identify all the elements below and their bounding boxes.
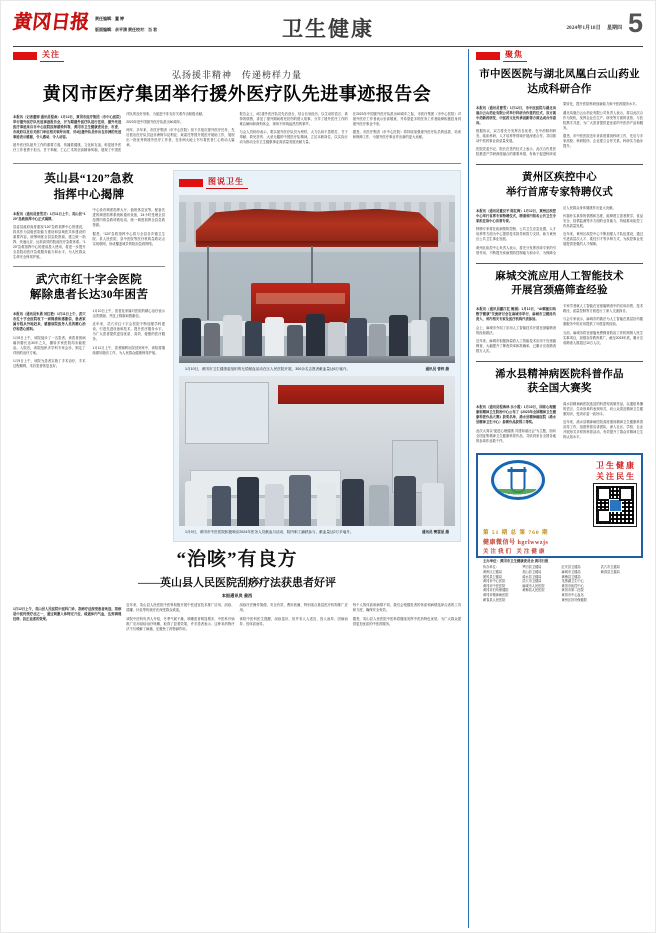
page-title: 卫生健康 bbox=[282, 18, 374, 41]
article-huangzhou-cdc bbox=[476, 171, 643, 255]
unit-item: 麻城市人民医院 bbox=[522, 583, 545, 588]
body-paragraph: 本报讯（通讯员姜雪芬）1月11日上午，英山县“120”急救指挥中心正式揭牌。 bbox=[13, 211, 86, 221]
body-paragraph: 会上，麻城市介绍了应用人工智能技术开展宫颈癌筛查的经验做法。 bbox=[476, 325, 556, 335]
body-paragraph: 县委县政府高度重视“120”急救指挥中心的建设，将其作为县级医院能力建设和县域医共体建设的重要内容，统筹调度全县急救资源，建立统一指挥、快速反应、运转高效的院前医疗急救体系。“120”急救指挥中心的建成投入使用，将进一步提升全县院前医疗急救服务能力和水平，为人民群众生命安全保驾护航。 bbox=[13, 224, 86, 259]
units-column-1 bbox=[483, 565, 518, 602]
unit-item: 黄冈市妇幼保健院 bbox=[483, 588, 509, 593]
body-paragraph: 医院党委书记、院长在签约仪式上表示，此次合作是医院推进产学研深度融合的重要举措，有助于促进科研成果转化，提升医院科研创新能力和中医药服务水平。 bbox=[476, 102, 639, 157]
article-body-columns bbox=[476, 102, 643, 157]
sponsor-line: 主办单位：黄冈市卫生健康委员会 黄冈日报 bbox=[483, 559, 549, 564]
article-headline bbox=[13, 273, 165, 304]
article-xishui-psychiatric-award bbox=[476, 368, 643, 446]
flag-label: 聚焦 bbox=[503, 49, 527, 62]
feature-headline: “治咳”有良方 bbox=[176, 549, 298, 571]
body-paragraph: 1月11日上午，患者顺利出院回到家中，该院将继续做好随访工作，为人民群众健康保驾护航。 bbox=[92, 345, 165, 355]
body-paragraph: 特聘专家将在疾病预防控制、公共卫生应急处置、人才培养等方面为中心提供技术指导和智力支持，助力黄州区公共卫生事业发展。 bbox=[476, 227, 556, 242]
wechat-account: 健康微信号 hgrlwwzjs bbox=[483, 540, 549, 547]
body-paragraph: 该院中医科医生提醒，刮痧虽好，但并非人人适宜，因人而异、因病而异、因体质而异。 bbox=[239, 616, 348, 626]
headline-line-2: 获全国大赛奖 bbox=[527, 383, 592, 395]
article-divider bbox=[476, 164, 643, 165]
unit-item: 黄冈市中心医院 bbox=[483, 579, 506, 584]
photo-credit: 通讯员 樊雷星 摄 bbox=[421, 529, 449, 534]
feature-byline: 本报通讯员 姜西 bbox=[221, 593, 253, 599]
feature-body-columns bbox=[13, 603, 461, 631]
article-tcm-hospital-cooperation bbox=[476, 68, 643, 157]
weekday: 星期四 bbox=[606, 25, 622, 31]
unit-item: 龙感湖卫生中心 bbox=[561, 579, 584, 584]
article-headline bbox=[476, 368, 643, 397]
article-body-columns bbox=[476, 402, 643, 445]
responsible-editor-line: 责任编辑：董 婷 bbox=[95, 16, 125, 21]
photo-window bbox=[185, 382, 270, 444]
unit-item: 黄冈市中心血站 bbox=[561, 592, 584, 597]
body-paragraph: 专家学者就人工智能在宫颈癌筛查中的应用前景、技术路径、质量控制等方面进行了深入交流探讨。 bbox=[563, 303, 643, 313]
headline-line-1: 武穴市红十字会医院 bbox=[35, 273, 143, 286]
unit-item: 红安县卫健局 bbox=[561, 565, 581, 570]
unit-item: 黄梅县卫健局 bbox=[561, 574, 581, 579]
body-paragraph: 浠水县精神病医院选送的科普短视频作品，以通俗易懂的语言、生动形象的表现形式，向公众普及精神卫生健康知识，受到评委一致好评。 bbox=[563, 402, 643, 417]
logo-bar-icon bbox=[508, 469, 527, 472]
article-divider bbox=[13, 163, 461, 164]
masthead bbox=[1, 1, 655, 47]
body-paragraph: 1月12日上午，英山县人民医院中医科门诊，刮痧疗法深受患者欢迎。刮痧是中医传统疗法之一，通过刺激人体特定穴位，疏通体内气血，达到调理经络、扶正祛邪的效果。 bbox=[13, 606, 122, 621]
body-paragraph: 援外医疗队援外工作的重要方面，传播着健康、文化和友谊，彰显援外医疗工作者勇于担当、甘于奉献、仁心仁术的崇高精神风貌，展现了中国医疗队的良好形象，为促进中非友好关系作出积极贡献。 bbox=[13, 111, 206, 153]
photo-canopy-edge bbox=[196, 241, 439, 248]
flag-label: 图说卫生 bbox=[206, 176, 248, 189]
caption-text: 1月9日，黄冈市中医医院积极响应2024年医务人员献血月活动，院内职工踊跃参与，献血量达2万多毫升。 bbox=[185, 529, 354, 534]
flag-label: 关注 bbox=[40, 49, 64, 62]
body-paragraph: 本报讯（通讯员戴江红 鲍娟）1月12日，“AI赋能妇幼数字健康”交流研讨会在麻城市举行，麻城市卫健局负责人、省内相关专家及医疗机构代表参加。 bbox=[476, 307, 556, 322]
unit-item: 黄州区卫健局 bbox=[483, 570, 503, 575]
unit-item: 蕲春县人民医院 bbox=[483, 597, 506, 602]
article-divider bbox=[13, 266, 165, 267]
body-paragraph: 据悉，英山县人民医院中医科将继续发挥中医药特色优势，为广大群众提供更加优质的中医药服务。 bbox=[352, 616, 461, 626]
body-paragraph: 据悉，市中医医院近年来高度重视科研工作，先后与多家高校、科研院所、企业建立合作关系，科研实力稳步提升。 bbox=[563, 133, 643, 148]
flag-red-box bbox=[179, 179, 203, 187]
unit-item: 黄冈市精神病医院 bbox=[483, 592, 509, 597]
follow-text: 关注我们 关注健康 bbox=[483, 549, 547, 556]
unit-item: 武穴市卫健局 bbox=[522, 579, 542, 584]
feature-subheadline: ——英山县人民医院刮痧疗法获患者好评 bbox=[138, 577, 336, 590]
body-paragraph: 与会专家表示，麻城市的做法为人工智能在基层妇幼健康服务中的应用提供了可借鉴的经验。 bbox=[563, 317, 643, 327]
column-divider bbox=[468, 49, 469, 928]
masthead-divider bbox=[13, 46, 643, 47]
article-headline bbox=[476, 171, 643, 200]
headline-line-2: 开展宫颈癌筛查经验 bbox=[511, 285, 608, 297]
unit-item: 团风县卫健局 bbox=[483, 574, 503, 579]
article-body-columns bbox=[13, 309, 165, 369]
section-flag-spotlight bbox=[476, 49, 643, 62]
slogan-line-1: 卫生健康 bbox=[596, 461, 636, 471]
ad-top-row bbox=[483, 460, 636, 526]
masthead-left bbox=[13, 11, 157, 33]
left-column bbox=[13, 49, 461, 928]
body-paragraph: 本报讯（通讯员董汉平 陈红梅）1月12日，黄州区疾控中心举行首席专家特聘仪式，聘请省内知名公共卫生专家担任该中心首席专家。 bbox=[476, 208, 556, 223]
health-commission-logo bbox=[483, 460, 551, 500]
body-paragraph: 当前，麻城市将宫颈癌免费筛查防治工作机制纳入民生实事项目，加强宣传教育推广，截至2023年底，累计完成筛查人数超过10万人次。 bbox=[563, 330, 643, 345]
photo-blood-donation-outdoor bbox=[179, 195, 455, 363]
article-macheng-ai-screening bbox=[476, 270, 643, 354]
lead-body-columns bbox=[13, 112, 461, 154]
body-paragraph: 近年来，武穴市红十字会医院不断加强学科建设，引进先进设备和技术，提升医疗服务水平，为广大患者提供更加优质、高效、便捷的医疗服务。 bbox=[92, 322, 165, 342]
headline-line-2: 达成科研合作 bbox=[527, 83, 592, 95]
issue-number: 第 51 期 总 第 760 期 bbox=[483, 530, 549, 537]
body-paragraph: 近年来，麻城市积极探索将人工智能技术应用于宫颈癌筛查，大幅提升了筛查效率和准确率，已累计完成筛查数万人次。 bbox=[476, 338, 556, 353]
slogan-line-2: 关注民生 bbox=[596, 472, 636, 482]
body-paragraph: 该院中医科负责人介绍，冬季气候干燥，咳嗽患者明显增多，中医科开始推广应用刮痧治疗咳嗽，取得了显著效果，许多患者表示，这种非药物疗法不仅缓解了病痛，还避免了药物副作用。 bbox=[126, 616, 235, 631]
body-paragraph: 报告会上，4位援外医疗队员先后登台，结合自身经历，以生动的语言、真挚的情感，讲述了援外期间救死扶伤的感人故事，分享了援外医疗工作的难忘瞬间和深刻体会，现场不时响起热烈的掌声。 bbox=[239, 111, 348, 126]
headline-line-1: 黄州区疾控中心 bbox=[522, 172, 597, 184]
headline-line-1: 市中医医院与湖北凤凰白云山药业 bbox=[479, 69, 640, 80]
layout-editor-line: 版面编辑：余平清 责任校对：当 君 bbox=[95, 27, 158, 32]
body-paragraph: 与会人员纷纷表示，要以援外医疗队员为榜样，大力弘扬不畏艰苦、甘于奉献、救死扶伤、大爱无疆的中国医疗队精神，立足本职岗位，以实际行动为推动全市卫生健康事业高质量发展贡献力量。 bbox=[239, 129, 348, 144]
logo-leaf-icon bbox=[485, 489, 549, 498]
body-paragraph: 根据协议，双方将充分发挥各自优势，在中药制剂研发、临床科研、人才培养等领域开展深度合作，共同推动中医药事业高质量发展。 bbox=[476, 128, 556, 143]
body-paragraph: 此次大赛以“促进心理健康 共建和谐社会”为主题，面向全国征集精神卫生健康科普作品，共收到来自全国各地的参赛作品数千件。 bbox=[476, 428, 556, 443]
section-flag-photos bbox=[179, 176, 455, 189]
lead-shoulder-headline: 弘扬援非精神 传递榜样力量 bbox=[171, 70, 302, 80]
unit-item: 蕲春县卫健局 bbox=[600, 570, 620, 575]
body-paragraph: 本报讯（通讯员程海林 乐小霞）1月10日，国家心理健康和精神卫生防治中心公布了《2023年全国精神卫生健康科普作品大赛》获奖名单，浠水县精神病医院（浠水县精神卫生中心）参赛作品获得三等奖。 bbox=[476, 405, 556, 425]
body-paragraph: 1月10日上午，患者及家属对医院的精心治疗表示由衷感谢，并送上锦旗和感谢信。 bbox=[92, 308, 165, 318]
unit-item: 黄冈市中医医院 bbox=[483, 583, 506, 588]
unit-item: 英山县卫健局 bbox=[522, 570, 542, 575]
units-label: 协办单位： bbox=[483, 565, 499, 570]
units-column-2 bbox=[522, 565, 557, 602]
lead-headline: 黄冈市医疗集团举行援外医疗队先进事迹报告会 bbox=[42, 84, 432, 104]
caption-text: 1月10日，黄冈市卫生健康委组织的无偿献血活动在区人民医院开展，300余名志愿者献血量达6万毫升。 bbox=[185, 367, 350, 372]
ad-slogan bbox=[596, 460, 636, 482]
publication-date: 2024年1月18日 bbox=[566, 25, 601, 31]
page-number: 5 bbox=[627, 8, 643, 38]
body-paragraph: 在2023年中国援外医疗队派出60周年之际，市医疗集团（市中心医院）对援外医疗工作者表示崇高敬意，并希望更多的医务工作者能够积极投身到援外医疗事业中来。 bbox=[352, 111, 461, 126]
section-flag-focus bbox=[13, 49, 461, 62]
page-content bbox=[13, 49, 643, 928]
masthead-right bbox=[566, 8, 643, 38]
flag-red-box bbox=[13, 52, 37, 60]
unit-item: 黄冈市第二医院 bbox=[561, 588, 584, 593]
body-paragraph: 黄州区疾控中心负责人表示，将充分发挥首席专家的引领作用，不断提升疾病预防控制能力和水平，为保障全区人民群众身体健康作出更大贡献。 bbox=[476, 205, 616, 255]
photo-blood-donation-indoor bbox=[179, 376, 455, 526]
article-wuxue-redcross bbox=[13, 273, 165, 369]
unit-item: 黄州区妇幼保健院 bbox=[561, 597, 587, 602]
unit-item: 武穴市卫健局 bbox=[600, 565, 620, 570]
photo-crowd bbox=[179, 439, 455, 526]
body-paragraph: 据悉，“120”急救指挥中心将与全县各乡镇卫生院、县人民医院、县中医院等医疗机构急救站点实现联网，形成覆盖城乡的院前急救网络。 bbox=[92, 231, 165, 246]
photo-caption-2 bbox=[179, 526, 455, 539]
co-sponsor-units bbox=[483, 565, 636, 602]
body-paragraph: 近年来，英山县人民医院中医科积极开展中医适宜技术推广应用，刮痧、拔罐、针灸等传统疗法深受群众欢迎。 bbox=[126, 603, 235, 613]
headline-line-2: 举行首席专家特聘仪式 bbox=[506, 186, 613, 198]
photo-panel bbox=[173, 170, 461, 542]
body-paragraph: 两年、多年来，市医疗集团（市中心医院）担下多批次援外医疗任务，先后派出医疗队员赴非洲阿尔及利亚、莱索托等国开展医疗援助工作，展现出一批优秀的援外医疗工作者，在非洲大地上书写着医者仁心的动人篇章。 bbox=[126, 128, 235, 148]
body-paragraph: 湖北凤凰白云山药业有限公司负责人表示，将以此次合作为契机，发挥企业在生产、研发等方面的优势，与医院携手共进，为广大患者提供更优质的中医药产品和服务。 bbox=[563, 110, 643, 130]
body-paragraph: 中心设有调度指挥大厅、值班休息室等，配备先进的调度指挥系统和通讯设备，24小时受理全县范围内的急救呼救电话，统一调度指挥全县急救资源。 bbox=[92, 208, 165, 228]
unit-item: 麻城市卫健局 bbox=[561, 570, 581, 575]
unit-item: 黄梅县人民医院 bbox=[522, 588, 545, 593]
body-paragraph: 近年来，浠水县精神病医院高度重视精神卫生健康科普宣传工作，组建科普宣讲团队，深入社区、学校、企业开展形式多样的科普活动，有效提升了群众对精神卫生的认知水平。 bbox=[563, 420, 643, 440]
body-paragraph: 每个人的体质和病情不同，我们会根据患者的体质和病情选择合适的工具和力度，确保安全有效。 bbox=[352, 603, 461, 613]
body-paragraph: 本报讯（通讯员曹雪）1月12日，市中医医院与湖北凤凰白云山药业有限公司举行科研合作签约仪式，双方就中药新药研发、中医药文化传承创新等方面达成合作意向。 bbox=[476, 105, 556, 125]
body-paragraph: 近年来，黄州区疾控中心不断加强人才队伍建设，通过引进高层次人才、柔性引才等多种方式，为疾控事业发展提供坚强的人才保障。 bbox=[563, 232, 643, 247]
article-body-columns bbox=[476, 206, 643, 256]
headline-line-1: 浠水县精神病医院科普作品 bbox=[495, 368, 624, 380]
body-paragraph: 据悉，市医疗集团（市中心医院）将持续加强援外医疗队员的选拔、培训和保障工作，为援外医疗事业作出新的更大贡献。 bbox=[352, 129, 461, 139]
article-headline bbox=[476, 68, 643, 97]
article-body-columns bbox=[476, 304, 643, 354]
photo-panel-wrapper bbox=[173, 170, 461, 542]
headline-line-2: 解除患者长达30年困苦 bbox=[29, 289, 149, 302]
publication-info-box bbox=[476, 453, 643, 602]
lower-section bbox=[13, 170, 461, 542]
lead-article bbox=[13, 49, 461, 157]
photo-ground bbox=[179, 356, 455, 363]
body-paragraph: 1月8日上午，该院接诊了一名患者，该患者被病痛折磨长达30年之久，辗转多家医院均未能根治。入院后，该院组织多学科专家会诊，制定了详细的治疗方案。 bbox=[13, 335, 86, 355]
article-divider bbox=[476, 263, 643, 264]
unit-item: 黄冈市疾控中心 bbox=[561, 583, 584, 588]
photo-credit: 通讯员 曾梓 摄 bbox=[425, 367, 449, 372]
units-column-4 bbox=[601, 565, 636, 602]
right-column bbox=[476, 49, 643, 928]
unit-item: 浠水县卫健局 bbox=[522, 574, 542, 579]
body-paragraph: 本报讯（通讯员朱勇 刘红艳）1月11日上午，武穴市红十字会医院收下一面锦旗和感谢信，患者家属专程从外地赶来，感谢该院医务人员的精心治疗和悉心照料。 bbox=[13, 312, 86, 332]
photo-caption-1 bbox=[179, 363, 455, 376]
article-headline bbox=[13, 172, 165, 203]
body-paragraph: 怀揣朴实真挚的情感和态度，能够建立患者教学、食品安全、疫情监测等多方面的业务能力，持续推动疾控工作高质量发展。 bbox=[563, 213, 643, 228]
newspaper-logo: 黄冈日报 bbox=[11, 12, 91, 33]
photo-banner bbox=[278, 385, 444, 405]
body-paragraph: 2023年是中国援外医疗队派出60周年。 bbox=[126, 119, 184, 124]
flag-red-box bbox=[476, 52, 500, 60]
photo-crowd bbox=[179, 286, 455, 363]
masthead-credits bbox=[95, 11, 157, 33]
body-paragraph: 刮痧疗法操作简便、安全有效、费用低廉，特别适合基层医疗机构推广应用。 bbox=[239, 603, 348, 613]
article-guasha-feature bbox=[13, 549, 461, 631]
article-headline bbox=[476, 270, 643, 299]
body-paragraph: 1月9日上午，该院为患者实施了手术治疗，手术过程顺利，术后患者恢复良好。 bbox=[13, 358, 86, 368]
left-news-column bbox=[13, 170, 165, 542]
headline-line-2: 指挥中心揭牌 bbox=[53, 188, 125, 201]
article-divider bbox=[476, 361, 643, 362]
headline-line-1: 麻城交流应用人工智能技术 bbox=[495, 270, 624, 282]
article-yingshan-120 bbox=[13, 172, 165, 260]
ad-right-block bbox=[555, 460, 636, 526]
qr-code[interactable] bbox=[594, 484, 636, 526]
headline-line-1: 英山县“120”急救 bbox=[44, 173, 134, 186]
qr-center-logo bbox=[609, 499, 622, 512]
units-column-3 bbox=[562, 565, 597, 602]
unit-item: 罗田县卫健局 bbox=[522, 565, 542, 570]
body-paragraph: 本报讯（记者董婷 通讯员程曲）1月12日，黄冈市医疗集团（市中心医院）举行援外医疗队先进事迹报告会，开为期援外医疗队进行宣讲，援外先进医疗事迹来自市中心医院医师感染科等，黄冈市卫生健康委员会、市委、市政府以及有关部门单位相关领导出席，对4位援外队员作出在非洲的先进事迹表示感谢，令人感动、令人动容。 bbox=[13, 114, 122, 139]
article-body-columns bbox=[13, 208, 165, 260]
